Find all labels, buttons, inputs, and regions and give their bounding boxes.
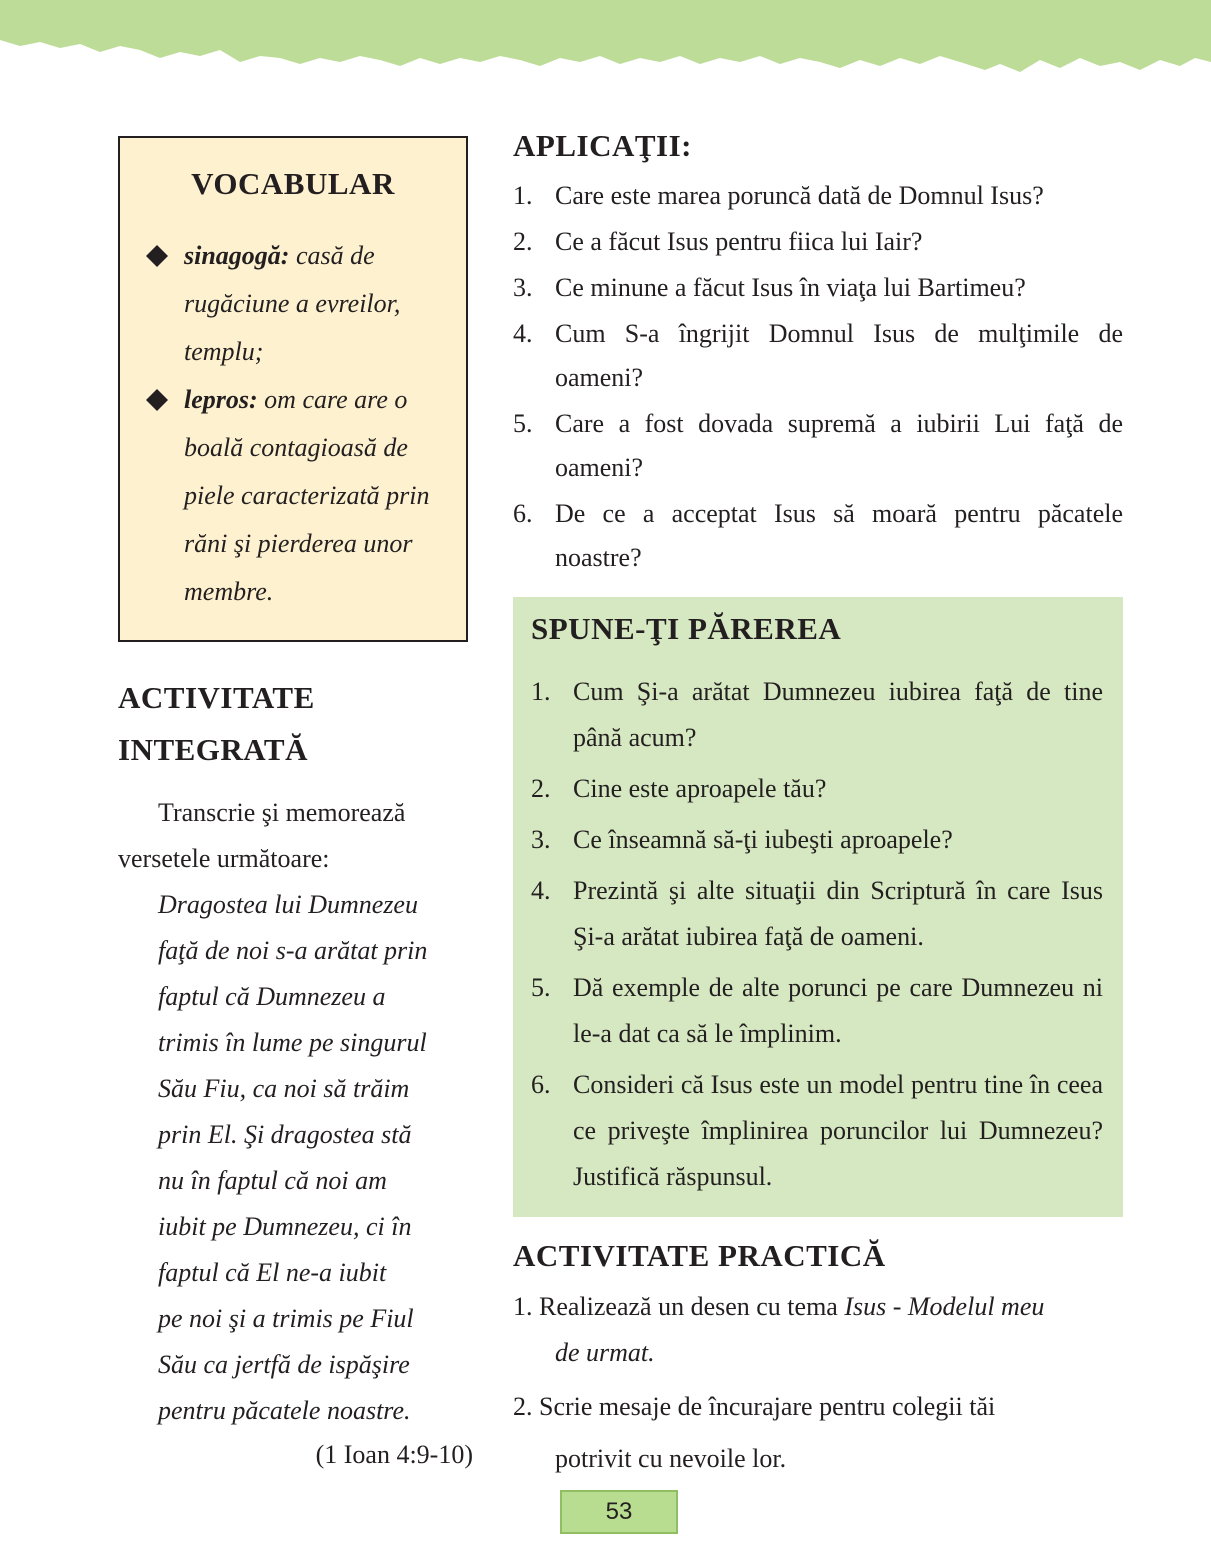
item-text: De ce a acceptat Isus să moară pentru păcatele noastre? bbox=[555, 499, 1123, 572]
list-item bbox=[513, 492, 1123, 580]
list-item bbox=[513, 266, 1123, 310]
practical-activity-list bbox=[513, 1284, 1123, 1482]
item-text: Prezintă şi alte situaţii din Scriptură în care Isus Şi-a arătat iubirea faţă de oameni. bbox=[573, 876, 1103, 951]
intro-line: versetele următoare: bbox=[118, 844, 330, 873]
integrated-activity-title-line1: ACTIVITATE bbox=[118, 680, 315, 715]
verse-line: Său ca jertfă de ispăşire bbox=[158, 1350, 410, 1379]
item-text: Ce minune a făcut Isus în viaţa lui Bartimeu? bbox=[555, 273, 1026, 302]
verse-line: faţă de noi s-a arătat prin bbox=[158, 936, 428, 965]
verse-line: pentru păcatele noastre. bbox=[158, 1396, 411, 1425]
list-item bbox=[513, 220, 1123, 264]
item-number: 5. bbox=[513, 409, 533, 438]
list-item bbox=[513, 402, 1123, 490]
applications-title: APLICAŢII: bbox=[513, 128, 692, 163]
item-text: 1. Realizează un desen cu tema bbox=[513, 1292, 845, 1321]
vocabulary-item bbox=[146, 376, 456, 616]
top-decorative-band bbox=[0, 0, 1211, 80]
list-item bbox=[531, 1062, 1103, 1200]
page-number: 53 bbox=[560, 1490, 678, 1534]
item-text: Ce a făcut Isus pentru fiica lui Iair? bbox=[555, 227, 923, 256]
integrated-activity-title-line2: INTEGRATĂ bbox=[118, 732, 308, 767]
verse-line: iubit pe Dumnezeu, ci în bbox=[158, 1212, 412, 1241]
opinion-title: SPUNE-ŢI PĂREREA bbox=[531, 611, 842, 646]
opinion-box bbox=[513, 597, 1123, 1217]
list-item bbox=[531, 965, 1103, 1057]
list-item bbox=[531, 817, 1103, 863]
item-text: Care a fost dovada supremă a iubirii Lui faţă de oameni? bbox=[555, 409, 1123, 482]
item-italic-text: Isus - Modelul meu bbox=[844, 1292, 1045, 1321]
item-text: Cine este aproapele tău? bbox=[573, 774, 827, 803]
verse-line: Său Fiu, ca noi să trăim bbox=[158, 1074, 410, 1103]
item-number: 3. bbox=[531, 825, 551, 854]
vocabulary-box bbox=[118, 136, 468, 642]
vocabulary-title: VOCABULAR bbox=[191, 166, 395, 201]
diamond-bullet-icon bbox=[146, 245, 168, 267]
item-text: Consideri că Isus este un model pentru tine în ceea ce priveşte împlinirea poruncilor lui Dumnezeu? Justifică răspunsul. bbox=[573, 1070, 1103, 1191]
item-text: 2. Scrie mesaje de încurajare pentru colegii tăi bbox=[513, 1392, 996, 1421]
diamond-bullet-icon bbox=[146, 389, 168, 411]
verse-reference: (1 Ioan 4:9-10) bbox=[315, 1440, 473, 1469]
verse-line: nu în faptul că noi am bbox=[158, 1166, 387, 1195]
integrated-activity-intro bbox=[118, 790, 468, 882]
vocabulary-definition: casă de rugăciune a evreilor, templu; bbox=[184, 241, 401, 366]
item-text: potrivit cu nevoile lor. bbox=[555, 1444, 787, 1473]
list-item bbox=[531, 868, 1103, 960]
list-item bbox=[531, 669, 1103, 761]
verse-line: prin El. Şi dragostea stă bbox=[158, 1120, 412, 1149]
bible-verse bbox=[158, 882, 478, 1434]
item-number: 1. bbox=[513, 181, 533, 210]
verse-line: trimis în lume pe singurul bbox=[158, 1028, 427, 1057]
practical-activity-title: ACTIVITATE PRACTICĂ bbox=[513, 1238, 886, 1273]
item-text: Care este marea poruncă dată de Domnul Isus? bbox=[555, 181, 1044, 210]
vocabulary-definition: om care are o boală contagioasă de piele caracterizată prin răni şi pierderea unor membre. bbox=[184, 385, 430, 606]
intro-line: Transcrie şi memorează bbox=[158, 798, 406, 827]
item-number: 4. bbox=[531, 876, 551, 905]
item-number: 1. bbox=[531, 677, 551, 706]
verse-line: Dragostea lui Dumnezeu bbox=[158, 890, 418, 919]
item-text: Cum S-a îngrijit Domnul Isus de mulţimile de oameni? bbox=[555, 319, 1123, 392]
item-italic-text: de urmat. bbox=[555, 1338, 655, 1367]
verse-line: faptul că Dumnezeu a bbox=[158, 982, 386, 1011]
opinion-list bbox=[531, 669, 1103, 1205]
list-item bbox=[513, 174, 1123, 218]
item-text: Dă exemple de alte porunci pe care Dumnezeu ni le-a dat ca să le împlinim. bbox=[573, 973, 1103, 1048]
item-number: 6. bbox=[513, 499, 533, 528]
item-number: 4. bbox=[513, 319, 533, 348]
list-item bbox=[513, 1284, 1123, 1376]
item-number: 2. bbox=[513, 227, 533, 256]
list-item bbox=[531, 766, 1103, 812]
applications-list bbox=[513, 174, 1123, 580]
list-item bbox=[513, 1384, 1123, 1482]
verse-line: faptul că El ne-a iubit bbox=[158, 1258, 387, 1287]
item-text: Ce înseamnă să-ţi iubeşti aproapele? bbox=[573, 825, 953, 854]
item-number: 5. bbox=[531, 973, 551, 1002]
item-number: 2. bbox=[531, 774, 551, 803]
list-item bbox=[513, 312, 1123, 400]
verse-line: pe noi şi a trimis pe Fiul bbox=[158, 1304, 414, 1333]
vocabulary-item bbox=[146, 232, 456, 376]
vocabulary-term: lepros: bbox=[184, 385, 258, 414]
vocabulary-term: sinagogă: bbox=[184, 241, 290, 270]
item-text: Cum Şi-a arătat Dumnezeu iubirea faţă de tine până acum? bbox=[573, 677, 1103, 752]
item-number: 6. bbox=[531, 1070, 551, 1099]
item-number: 3. bbox=[513, 273, 533, 302]
